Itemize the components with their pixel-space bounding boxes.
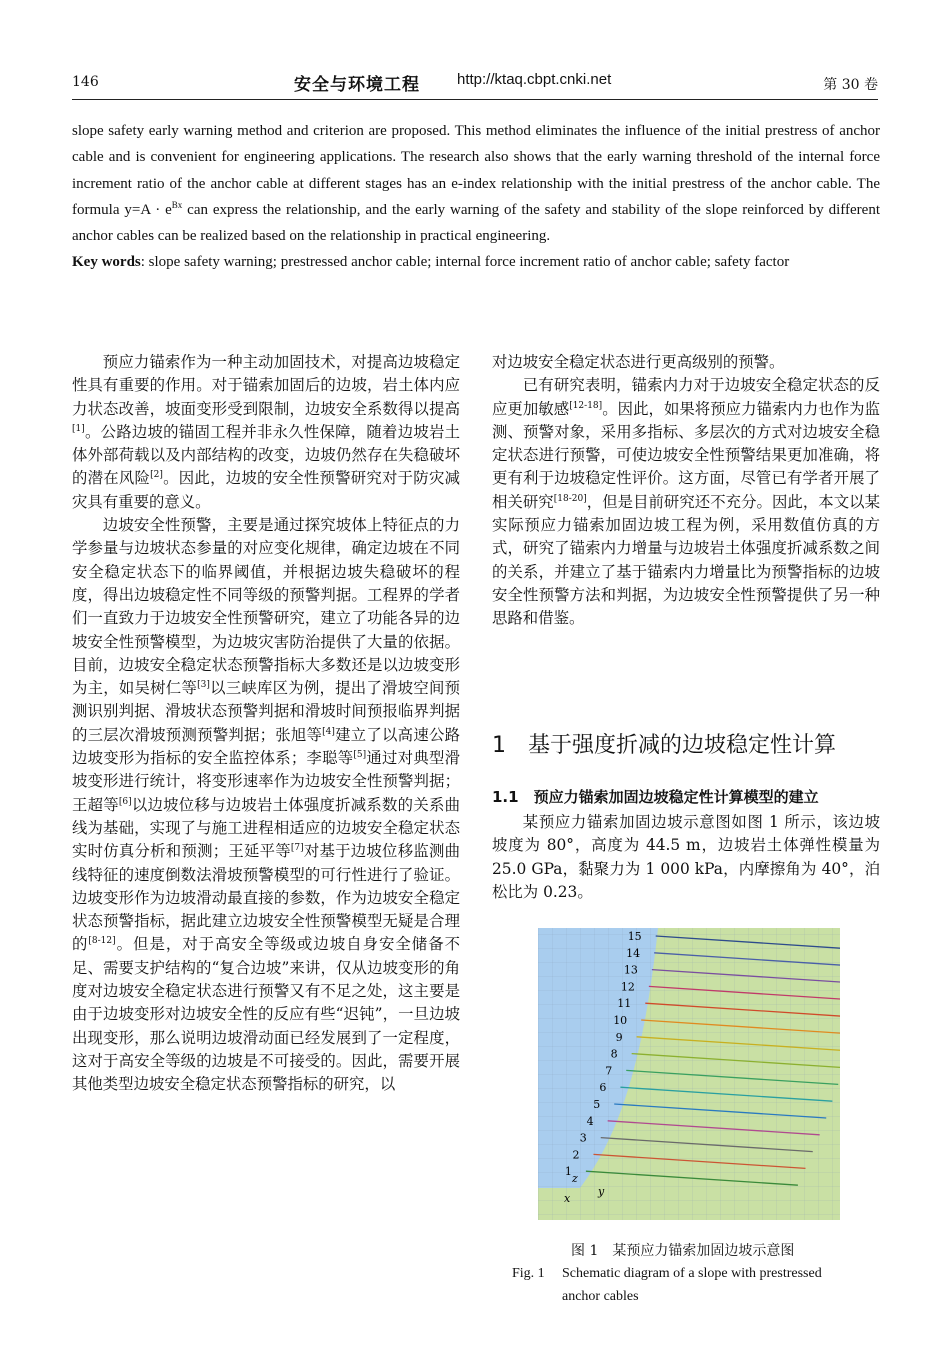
left-column xyxy=(72,351,460,1097)
page-header xyxy=(72,66,878,96)
axis-y-label: y xyxy=(598,1185,605,1198)
page-number: 146 xyxy=(72,74,99,90)
right-column xyxy=(492,351,880,631)
anchor-label: 2 xyxy=(572,1148,580,1162)
figure-caption-en-line1: Schematic diagram of a slope with prestressed xyxy=(562,1266,822,1281)
section-heading: 1 基于强度折减的边坡稳定性计算 xyxy=(492,733,836,758)
keywords-label: Key words xyxy=(72,254,141,271)
anchor-label: 9 xyxy=(615,1030,623,1044)
anchor-label: 14 xyxy=(626,946,641,960)
anchor-label: 11 xyxy=(617,997,632,1011)
slope-figure xyxy=(538,920,840,1220)
keywords: Key words: slope safety warning; prestressed anchor cable; internal force increment ratio of anchor cable; safety factor xyxy=(72,254,790,271)
volume-label: 第 30 卷 xyxy=(823,77,878,93)
anchor-label: 6 xyxy=(599,1081,607,1095)
left-paragraph-1: 预应力锚索作为一种主动加固技术，对提高边坡稳定性具有重要的作用。对于锚索加固后的边坡，岩土体内应力状态改善，坡面变形受到限制，边坡安全系数得以提高[1]。公路边坡的锚固工程并非永久性保障，随着边坡岩土体外部荷载以及内部结构的改变，边坡仍然存在失稳破坏的潜在风险[2]。因此，边坡的安全性预警研究对于防灾减灾具有重要的意义。 xyxy=(72,353,460,511)
anchor-label: 7 xyxy=(605,1064,613,1078)
abstract-text: slope safety early warning method and criterion are proposed. This method eliminates the influence of the initial prestress of anchor cable and is convenient for engineering applications. The research also shows that the early warning threshold of the internal force increment ratio of the anchor cable at different stages has an e-index relationship with the initial prestress of the anchor cable. The formula $y=A \cdot e^{Bx}$ can express the relationship, and the early warning of the safety and stability of the slope reinforced by different anchor cables can be realized based on the relationship in practical engineering. xyxy=(72,123,880,245)
anchor-label: 1 xyxy=(564,1165,572,1179)
anchor-label: 5 xyxy=(593,1098,601,1111)
anchor-label: 4 xyxy=(586,1114,594,1128)
abstract-block xyxy=(72,118,880,276)
axis-x-label: x xyxy=(564,1192,571,1205)
journal-title: 安全与环境工程 xyxy=(294,75,420,95)
subsection-text-block xyxy=(492,811,880,904)
left-paragraph-2: 边坡安全性预警，主要是通过探究坡体上特征点的力学参量与边坡状态参量的对应变化规律，确定边坡在不同安全稳定状态下的临界阈值，并根据边坡失稳破坏的程度，得出边坡稳定性不同等级的预警判据。工程界的学者们一直致力于边坡安全性预警研究，建立了功能各异的边坡安全性预警模型，为边坡灾害防治提供了大量的依据。目前，边坡安全稳定状态预警指标大多数还是以边坡变形为主，如吴树仁等[3]以三峡库区为例，提出了滑坡空间预测识别判据、滑坡状态预警判据和滑坡时间预报临界判据的三层次滑坡预测预警判据；张旭等[4]建立了以高速公路边坡变形为指标的安全监控体系；李聪等[5]通过对典型滑坡变形进行统计，将变形速率作为边坡安全性预警判据；王超等[6]以边坡位移与边坡岩土体强度折减系数的关系曲线为基础，实现了与施工进程相适应的边坡安全稳定状态实时仿真分析和预测；王延平等[7]对基于边坡位移监测曲线特征的速度倒数法滑坡预警模型的可行性进行了验证。边坡变形作为边坡滑动最直接的参数，作为边坡安全稳定状态预警指标，据此建立边坡安全性预警模型无疑是合理的[8-12]。但是，对于高安全等级或边坡自身安全储备不足、需要支护结构的“复合边坡”来讲，仅从边坡变形的角度对边坡安全稳定状态进行预警又有不足之处，这主要是由于边坡变形对边坡安全性的反应有些“迟钝”，一旦边坡出现变形，那么说明边坡滑动面已经发展到了一定程度，这对于高安全等级的边坡是不可接受的。因此，需要开展其他类型边坡安全稳定状态预警指标的研究，以 xyxy=(72,516,460,1094)
anchor-label: 12 xyxy=(620,980,635,994)
figure-caption-cn: 图 1 某预应力锚索加固边坡示意图 xyxy=(571,1243,795,1259)
figure-caption-en-label: Fig. 1 xyxy=(512,1266,545,1281)
journal-url[interactable]: http://ktaq.cbpt.cnki.net xyxy=(457,71,612,88)
axis-z-label: z xyxy=(572,1172,578,1185)
anchor-label: 8 xyxy=(610,1047,618,1061)
subsection-heading: 1.1 预应力锚索加固边坡稳定性计算模型的建立 xyxy=(492,788,819,806)
right-paragraph-1: 已有研究表明，锚索内力对于边坡安全稳定状态的反应更加敏感[12-18]。因此，如果将预应力锚索内力也作为监测、预警对象，采用多指标、多层次的方式对边坡安全稳定状态进行预警，可使边坡安全性预警结果更加准确，将更有利于边坡稳定性评价。这方面，尽管已有学者开展了相关研究[18-20]，但是目前研究还不充分。因此，本文以某实际预应力锚索加固边坡工程为例，采用数值仿真的方式，研究了锚索内力增量与边坡岩土体强度折减系数之间的关系，并建立了基于锚索内力增量比为预警指标的边坡安全性预警方法和判据，为边坡安全性预警提供了另一种思路和借鉴。 xyxy=(492,376,880,628)
anchor-label: 13 xyxy=(623,963,638,977)
subsection-paragraph: 某预应力锚索加固边坡示意图如图 1 所示，该边坡坡度为 80°，高度为 44.5 m，边坡岩土体弹性模量为 25.0 GPa，黏聚力为 1 000 kPa，内摩擦角为 40°，泊松比为 0.23。 xyxy=(492,813,880,901)
header-rule xyxy=(72,99,878,100)
anchor-label: 10 xyxy=(613,1014,628,1027)
anchor-label: 3 xyxy=(579,1131,587,1145)
anchor-label: 15 xyxy=(627,930,642,943)
right-paragraph-0: 对边坡安全稳定状态进行更高级别的预警。 xyxy=(492,353,785,371)
figure-caption-en-line2: anchor cables xyxy=(562,1289,639,1304)
figure-caption-en xyxy=(512,1262,872,1308)
